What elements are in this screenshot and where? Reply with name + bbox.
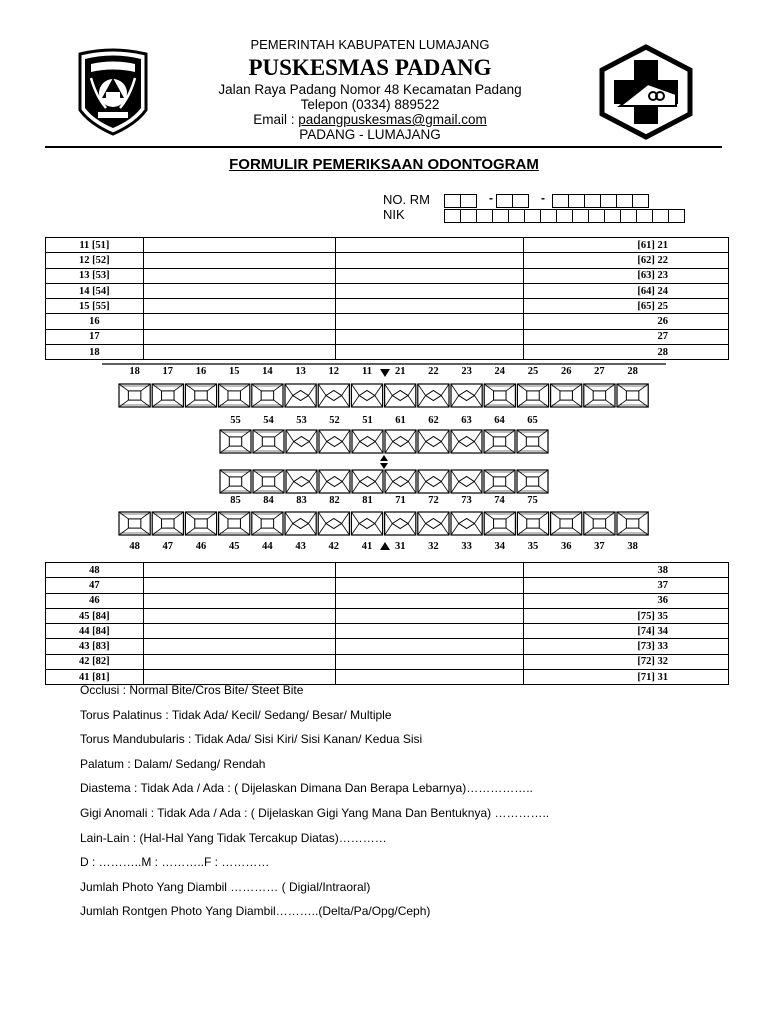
rm-dash-1: - xyxy=(489,191,493,205)
tooth-label-left: 17 xyxy=(46,329,144,344)
tooth-box[interactable] xyxy=(484,384,515,407)
tooth-label-left: 48 xyxy=(46,563,144,578)
lower-table-row xyxy=(46,639,729,654)
tooth-number: 62 xyxy=(428,415,439,426)
lower-table-row xyxy=(46,624,729,639)
tooth-box[interactable] xyxy=(617,384,648,407)
note-line: Occlusi : Normal Bite/Cros Bite/ Steet Bite xyxy=(80,683,304,697)
tooth-number: 33 xyxy=(461,541,472,552)
tooth-box[interactable] xyxy=(484,430,515,453)
tooth-number: 55 xyxy=(230,415,241,426)
tooth-box[interactable] xyxy=(517,512,548,535)
tooth-number: 15 xyxy=(228,366,240,377)
tooth-number: 81 xyxy=(362,495,373,506)
finding-cell[interactable] xyxy=(143,639,335,654)
tooth-box[interactable] xyxy=(220,430,251,453)
tooth-number: 22 xyxy=(428,366,439,377)
tooth-box[interactable] xyxy=(286,470,317,493)
tooth-number: 11 xyxy=(362,366,372,377)
tooth-label-right: 27 xyxy=(524,329,729,344)
tooth-box[interactable] xyxy=(285,384,316,407)
tooth-number: 63 xyxy=(461,415,472,426)
tooth-label-right: [63] 23 xyxy=(524,268,729,283)
tooth-box[interactable] xyxy=(418,512,449,535)
tooth-box[interactable] xyxy=(418,430,449,453)
lower-table-row xyxy=(46,563,729,578)
tooth-number: 82 xyxy=(329,495,340,506)
note-line: Jumlah Photo Yang Diambil ………… ( Digial/Intraoral) xyxy=(80,879,371,894)
form-title: FORMULIR PEMERIKSAAN ODONTOGRAM xyxy=(229,156,539,173)
tooth-label-right: 28 xyxy=(524,345,729,360)
tooth-box[interactable] xyxy=(352,470,383,493)
tooth-box[interactable] xyxy=(517,384,548,407)
tooth-number: 51 xyxy=(362,415,373,426)
tooth-number: 74 xyxy=(494,495,505,506)
tooth-number: 72 xyxy=(428,495,439,506)
tooth-number: 47 xyxy=(162,541,174,552)
tooth-label-right: 26 xyxy=(524,314,729,329)
tooth-box[interactable] xyxy=(484,512,515,535)
tooth-label-right: [61] 21 xyxy=(524,238,729,253)
tooth-box[interactable] xyxy=(351,512,382,535)
tooth-number: 36 xyxy=(560,541,572,552)
tooth-number: 31 xyxy=(394,541,406,552)
tooth-box[interactable] xyxy=(318,384,349,407)
tooth-label-right: [73] 33 xyxy=(524,639,729,654)
tooth-number: 28 xyxy=(627,366,638,377)
tooth-number: 38 xyxy=(627,541,638,552)
finding-cell[interactable] xyxy=(143,563,335,578)
finding-cell[interactable] xyxy=(335,624,524,639)
tooth-label-left: 14 [54] xyxy=(46,283,144,298)
tooth-label-left: 12 [52] xyxy=(46,253,144,268)
tooth-number: 45 xyxy=(228,541,240,552)
tooth-label-left: 11 [51] xyxy=(46,238,144,253)
tooth-number: 32 xyxy=(428,541,439,552)
tooth-label-right: [64] 24 xyxy=(524,283,729,298)
tooth-box[interactable] xyxy=(252,384,283,407)
email-prefix: Email : xyxy=(253,112,299,127)
tooth-box[interactable] xyxy=(219,384,250,407)
tooth-number: 64 xyxy=(494,415,505,426)
tooth-box[interactable] xyxy=(385,384,416,407)
tooth-number: 14 xyxy=(262,366,273,377)
note-line: Torus Mandubularis : Tidak Ada/ Sisi Kiri/ Sisi Kanan/ Kedua Sisi xyxy=(80,732,423,747)
tooth-number: 52 xyxy=(329,415,340,426)
midline-down-icon xyxy=(380,463,388,469)
finding-cell[interactable] xyxy=(335,563,524,578)
tooth-label-right: [72] 32 xyxy=(524,654,729,669)
rm-label: NO. RM xyxy=(383,192,430,207)
government-line: PEMERINTAH KABUPATEN LUMAJANG xyxy=(250,37,490,52)
tooth-label-right: [65] 25 xyxy=(524,299,729,314)
tooth-label-left: 15 [55] xyxy=(46,299,144,314)
note-line: Lain-Lain : (Hal-Hal Yang Tidak Tercakup Diatas)………… xyxy=(80,830,387,845)
tooth-number: 75 xyxy=(527,495,538,506)
finding-cell[interactable] xyxy=(335,670,524,685)
finding-cell[interactable] xyxy=(143,654,335,669)
email-link[interactable]: padangpuskesmas@gmail.com xyxy=(298,112,487,127)
tooth-box[interactable] xyxy=(119,384,150,407)
tooth-number: 71 xyxy=(395,495,406,506)
tooth-label-right: [71] 31 xyxy=(524,670,729,685)
tooth-number: 83 xyxy=(296,495,307,506)
tooth-box[interactable] xyxy=(617,512,648,535)
tooth-box[interactable] xyxy=(220,470,251,493)
tooth-box[interactable] xyxy=(484,470,515,493)
clinic-name: PUSKESMAS PADANG xyxy=(248,55,492,80)
tooth-box[interactable] xyxy=(185,384,216,407)
note-line: Palatum : Dalam/ Sedang/ Rendah xyxy=(80,756,266,771)
tooth-label-left: 13 [53] xyxy=(46,268,144,283)
finding-cell[interactable] xyxy=(143,593,335,608)
clinic-address: Jalan Raya Padang Nomor 48 Kecamatan Padang xyxy=(218,82,522,97)
tooth-number: 43 xyxy=(295,541,306,552)
rm-dash-2: - xyxy=(541,191,545,205)
tooth-number: 42 xyxy=(328,541,340,552)
tooth-label-left: 18 xyxy=(46,345,144,360)
tooth-label-right: [74] 34 xyxy=(524,624,729,639)
tooth-number: 17 xyxy=(162,366,174,377)
tooth-box[interactable] xyxy=(584,384,615,407)
tooth-label-left: 45 [84] xyxy=(46,608,144,623)
tooth-box[interactable] xyxy=(418,470,449,493)
tooth-box[interactable] xyxy=(451,470,482,493)
tooth-box[interactable] xyxy=(253,470,284,493)
clinic-city: PADANG - LUMAJANG xyxy=(299,127,441,142)
tooth-number: 35 xyxy=(527,541,539,552)
tooth-box[interactable] xyxy=(385,512,416,535)
tooth-box[interactable] xyxy=(286,430,317,453)
tooth-number: 41 xyxy=(361,541,373,552)
midline-up-icon xyxy=(380,455,388,461)
tooth-box[interactable] xyxy=(551,512,582,535)
tooth-number: 18 xyxy=(129,366,140,377)
tooth-number: 34 xyxy=(494,541,506,552)
tooth-number: 46 xyxy=(195,541,207,552)
tooth-box[interactable] xyxy=(418,384,449,407)
tooth-label-right: 37 xyxy=(524,578,729,593)
finding-cell[interactable] xyxy=(143,578,335,593)
lower-table-row xyxy=(46,593,729,608)
tooth-box[interactable] xyxy=(318,512,349,535)
tooth-box[interactable] xyxy=(252,512,283,535)
tooth-number: 25 xyxy=(527,366,539,377)
tooth-box[interactable] xyxy=(352,430,383,453)
tooth-label-right: [62] 22 xyxy=(524,253,729,268)
tooth-label-left: 42 [82] xyxy=(46,654,144,669)
tooth-number: 12 xyxy=(328,366,340,377)
tooth-label-left: 43 [83] xyxy=(46,639,144,654)
finding-cell[interactable] xyxy=(335,593,524,608)
tooth-number: 24 xyxy=(494,366,506,377)
note-line: Diastema : Tidak Ada / Ada : ( Dijelaskan Dimana Dan Berapa Lebarnya)…………….. xyxy=(80,781,533,796)
tooth-number: 37 xyxy=(594,541,605,552)
tooth-number: 26 xyxy=(560,366,572,377)
tooth-number: 85 xyxy=(230,495,241,506)
tooth-box[interactable] xyxy=(551,384,582,407)
tooth-number: 48 xyxy=(129,541,140,552)
tooth-box[interactable] xyxy=(319,430,350,453)
tooth-label-left: 46 xyxy=(46,593,144,608)
lower-teeth-table xyxy=(45,562,729,685)
tooth-number: 23 xyxy=(461,366,472,377)
tooth-number: 13 xyxy=(295,366,306,377)
tooth-number: 61 xyxy=(395,415,406,426)
finding-cell[interactable] xyxy=(335,578,524,593)
note-line: D : ………..M : ………..F : ………… xyxy=(80,855,270,870)
tooth-box[interactable] xyxy=(451,384,482,407)
tooth-number: 65 xyxy=(527,415,538,426)
tooth-box[interactable] xyxy=(451,512,482,535)
tooth-box[interactable] xyxy=(285,512,316,535)
tooth-label-left: 47 xyxy=(46,578,144,593)
tooth-number: 16 xyxy=(195,366,207,377)
tooth-number: 27 xyxy=(594,366,605,377)
tooth-label-left: 41 [81] xyxy=(46,670,144,685)
note-line: Gigi Anomali : Tidak Ada / Ada : ( Dijelaskan Gigi Yang Mana Dan Bentuknya) ………….. xyxy=(80,806,550,820)
tooth-box[interactable] xyxy=(219,512,250,535)
lower-table-row xyxy=(46,578,729,593)
tooth-label-right: [75] 35 xyxy=(524,608,729,623)
tooth-number: 44 xyxy=(262,541,273,552)
tooth-box[interactable] xyxy=(119,512,150,535)
tooth-label-left: 44 [84] xyxy=(46,624,144,639)
tooth-number: 53 xyxy=(296,415,307,426)
tooth-number: 84 xyxy=(263,495,274,506)
note-line: Torus Palatinus : Tidak Ada/ Kecil/ Sedang/ Besar/ Multiple xyxy=(80,707,392,722)
lower-table-row xyxy=(46,608,729,623)
clinic-phone: Telepon (0334) 889522 xyxy=(300,97,440,112)
tooth-label-right: 38 xyxy=(524,563,729,578)
tooth-box[interactable] xyxy=(517,430,548,453)
tooth-box[interactable] xyxy=(152,384,183,407)
tooth-box[interactable] xyxy=(451,430,482,453)
tooth-box[interactable] xyxy=(253,430,284,453)
tooth-label-right: 36 xyxy=(524,593,729,608)
tooth-box[interactable] xyxy=(152,512,183,535)
finding-cell[interactable] xyxy=(335,654,524,669)
tooth-box[interactable] xyxy=(351,384,382,407)
finding-cell[interactable] xyxy=(335,608,524,623)
tooth-number: 73 xyxy=(461,495,472,506)
tooth-label-left: 16 xyxy=(46,314,144,329)
finding-cell[interactable] xyxy=(335,639,524,654)
note-line: Jumlah Rontgen Photo Yang Diambil………..(Delta/Pa/Opg/Ceph) xyxy=(80,904,431,919)
tooth-box[interactable] xyxy=(584,512,615,535)
finding-cell[interactable] xyxy=(143,624,335,639)
lower-table-row xyxy=(46,654,729,669)
tooth-number: 21 xyxy=(394,366,406,377)
nik-label: NIK xyxy=(383,207,405,222)
tooth-box[interactable] xyxy=(319,470,350,493)
tooth-box[interactable] xyxy=(385,470,416,493)
tooth-box[interactable] xyxy=(185,512,216,535)
tooth-box[interactable] xyxy=(385,430,416,453)
tooth-box[interactable] xyxy=(517,470,548,493)
tooth-number: 54 xyxy=(263,415,274,426)
finding-cell[interactable] xyxy=(143,608,335,623)
